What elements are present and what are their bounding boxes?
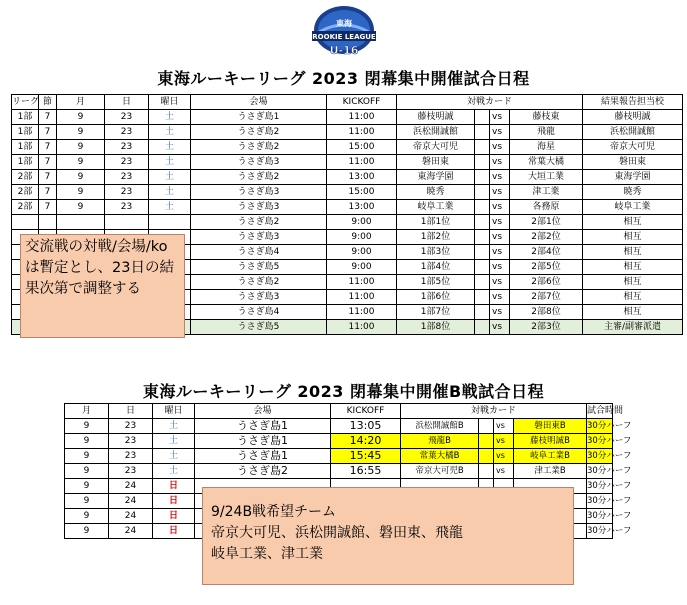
kickoff-cell: 13:00 — [327, 170, 397, 185]
spacer-cell — [479, 419, 494, 434]
venue-cell: うさぎ島2 — [191, 215, 327, 230]
league-cell: 2部 — [12, 200, 39, 215]
day-cell: 23 — [109, 464, 153, 479]
spacer-cell — [475, 320, 490, 335]
day-cell: 23 — [109, 419, 153, 434]
weekday-cell: 土 — [153, 419, 195, 434]
weekday-cell: 日 — [153, 524, 195, 539]
league-cell: 1部 — [12, 140, 39, 155]
match-time-cell: 30分ハーフ — [587, 524, 613, 539]
weekday-cell: 土 — [153, 434, 195, 449]
table-row — [12, 185, 683, 200]
table-row — [12, 155, 683, 170]
header-reporter: 結果報告担当校 — [583, 95, 683, 110]
day-cell: 23 — [109, 434, 153, 449]
vs-cell: vs — [490, 215, 510, 230]
month-cell: 9 — [57, 200, 105, 215]
note-line: 帝京大可児、浜松開誠館、磐田東、飛龍 — [211, 525, 463, 541]
header-month: 月 — [57, 95, 105, 110]
table-header-row — [12, 95, 683, 110]
table-row — [12, 125, 683, 140]
month-cell: 9 — [65, 524, 109, 539]
spacer-cell — [475, 155, 490, 170]
away-team-cell: 津工業 — [510, 185, 583, 200]
table-row — [12, 215, 683, 230]
reporter-cell: 相互 — [583, 290, 683, 305]
day-cell: 23 — [105, 170, 149, 185]
kickoff-cell: 9:00 — [327, 245, 397, 260]
kickoff-cell: 11:00 — [327, 155, 397, 170]
match-time-cell: 30分ハーフ — [587, 509, 613, 524]
venue-cell: うさぎ島2 — [191, 125, 327, 140]
header-day: 日 — [109, 404, 153, 419]
table-row — [65, 419, 613, 434]
away-team-cell: 2部2位 — [510, 230, 583, 245]
vs-cell: vs — [490, 260, 510, 275]
header-league: リーグ — [12, 95, 39, 110]
month-cell: 9 — [57, 110, 105, 125]
weekday-cell: 日 — [153, 494, 195, 509]
home-team-cell: 1部1位 — [397, 215, 475, 230]
weekday-cell: 日 — [153, 509, 195, 524]
kickoff-cell: 9:00 — [327, 215, 397, 230]
day-cell: 23 — [105, 125, 149, 140]
table-row — [12, 110, 683, 125]
away-team-cell: 2部1位 — [510, 215, 583, 230]
header-kickoff: KICKOFF — [331, 404, 401, 419]
venue-cell: うさぎ島1 — [195, 419, 331, 434]
match-time-cell: 30分ハーフ — [587, 479, 613, 494]
round-cell — [39, 215, 57, 230]
spacer-cell — [475, 260, 490, 275]
home-team-cell: 磐田東 — [397, 155, 475, 170]
vs-cell: vs — [494, 449, 514, 464]
spacer-cell — [475, 170, 490, 185]
home-team-cell: 1部4位 — [397, 260, 475, 275]
reporter-cell: 相互 — [583, 245, 683, 260]
svg-text:ROOKIE LEAGUE: ROOKIE LEAGUE — [312, 33, 376, 41]
venue-cell: うさぎ島2 — [191, 275, 327, 290]
venue-cell: うさぎ島3 — [191, 155, 327, 170]
away-team-cell: 2部7位 — [510, 290, 583, 305]
month-cell: 9 — [57, 125, 105, 140]
vs-cell: vs — [494, 419, 514, 434]
reporter-cell: 帝京大可児 — [583, 140, 683, 155]
venue-cell: うさぎ島5 — [191, 260, 327, 275]
kickoff-cell: 9:00 — [327, 260, 397, 275]
spacer-cell — [479, 434, 494, 449]
match-time-cell: 30分ハーフ — [587, 494, 613, 509]
kickoff-cell: 13:00 — [327, 200, 397, 215]
away-team-cell: 2部8位 — [510, 305, 583, 320]
spacer-cell — [475, 110, 490, 125]
day-cell — [105, 215, 149, 230]
day-cell: 24 — [109, 494, 153, 509]
kickoff-cell: 14:20 — [331, 434, 401, 449]
vs-cell: vs — [490, 125, 510, 140]
table-header-row — [65, 404, 613, 419]
kickoff-cell: 11:00 — [327, 110, 397, 125]
vs-cell: vs — [490, 170, 510, 185]
venue-cell: うさぎ島2 — [191, 170, 327, 185]
month-cell: 9 — [57, 140, 105, 155]
provisional-note: 交流戦の対戦/会場/koは暫定とし、23日の結果次第で調整する — [20, 234, 185, 338]
kickoff-cell: 15:00 — [327, 140, 397, 155]
weekday-cell: 土 — [149, 200, 191, 215]
weekday-cell: 土 — [153, 449, 195, 464]
home-team-cell: 1部6位 — [397, 290, 475, 305]
kickoff-cell: 16:55 — [331, 464, 401, 479]
spacer-cell — [475, 200, 490, 215]
header-month: 月 — [65, 404, 109, 419]
away-team-cell: 2部6位 — [510, 275, 583, 290]
day-cell: 23 — [109, 449, 153, 464]
league-cell: 1部 — [12, 110, 39, 125]
weekday-cell: 土 — [149, 185, 191, 200]
venue-cell: うさぎ島2 — [191, 140, 327, 155]
note-line: 9/24B戦希望チーム — [211, 504, 337, 520]
vs-cell: vs — [490, 290, 510, 305]
header-weekday: 曜日 — [149, 95, 191, 110]
day-cell: 23 — [105, 185, 149, 200]
kickoff-cell: 15:45 — [331, 449, 401, 464]
venue-cell: うさぎ島3 — [191, 230, 327, 245]
kickoff-cell: 11:00 — [327, 290, 397, 305]
weekday-cell — [149, 215, 191, 230]
spacer-cell — [475, 215, 490, 230]
away-team-cell: 海星 — [510, 140, 583, 155]
vs-cell: vs — [490, 110, 510, 125]
header-round: 節 — [39, 95, 57, 110]
month-cell: 9 — [57, 185, 105, 200]
round-cell: 7 — [39, 170, 57, 185]
b-schedule-title: 東海ルーキーリーグ 2023 閉幕集中開催B戦試合日程 — [142, 382, 545, 401]
vs-cell: vs — [490, 320, 510, 335]
vs-cell: vs — [490, 245, 510, 260]
league-cell: 2部 — [12, 185, 39, 200]
home-team-cell: 暁秀 — [397, 185, 475, 200]
vs-cell: vs — [490, 155, 510, 170]
away-team-cell: 津工業B — [514, 464, 587, 479]
month-cell: 9 — [65, 449, 109, 464]
league-cell: 2部 — [12, 170, 39, 185]
reporter-cell: 岐阜工業 — [583, 200, 683, 215]
spacer-cell — [475, 185, 490, 200]
weekday-cell: 土 — [149, 125, 191, 140]
home-team-cell: 飛龍B — [401, 434, 479, 449]
home-team-cell: 帝京大可児 — [397, 140, 475, 155]
spacer-cell — [475, 275, 490, 290]
day-cell: 24 — [109, 479, 153, 494]
vs-cell: vs — [494, 434, 514, 449]
reporter-cell: 浜松開誠館 — [583, 125, 683, 140]
vs-cell: vs — [490, 185, 510, 200]
round-cell: 7 — [39, 185, 57, 200]
away-team-cell: 磐田東B — [514, 419, 587, 434]
home-team-cell: 1部3位 — [397, 245, 475, 260]
month-cell: 9 — [65, 494, 109, 509]
kickoff-cell: 11:00 — [327, 125, 397, 140]
spacer-cell — [475, 230, 490, 245]
away-team-cell: 岐阜工業B — [514, 449, 587, 464]
rookie-league-logo — [302, 4, 386, 62]
venue-cell: うさぎ島4 — [191, 245, 327, 260]
month-cell: 9 — [57, 155, 105, 170]
reporter-cell: 藤枝明誠 — [583, 110, 683, 125]
kickoff-cell: 11:00 — [327, 275, 397, 290]
reporter-cell: 磐田東 — [583, 155, 683, 170]
table-row — [12, 170, 683, 185]
home-team-cell: 浜松開誠館 — [397, 125, 475, 140]
reporter-cell: 主審/副審派遣 — [583, 320, 683, 335]
kickoff-cell: 11:00 — [327, 305, 397, 320]
home-team-cell: 東海学園 — [397, 170, 475, 185]
kickoff-cell: 13:05 — [331, 419, 401, 434]
vs-cell: vs — [490, 275, 510, 290]
month-cell — [57, 215, 105, 230]
spacer-cell — [479, 464, 494, 479]
home-team-cell: 1部8位 — [397, 320, 475, 335]
home-team-cell: 1部2位 — [397, 230, 475, 245]
away-team-cell: 2部4位 — [510, 245, 583, 260]
weekday-cell: 日 — [153, 479, 195, 494]
day-cell: 23 — [105, 155, 149, 170]
header-venue: 会場 — [195, 404, 331, 419]
league-cell: 1部 — [12, 155, 39, 170]
spacer-cell — [479, 449, 494, 464]
month-cell: 9 — [57, 170, 105, 185]
weekday-cell: 土 — [149, 110, 191, 125]
header-day: 日 — [105, 95, 149, 110]
home-team-cell: 常葉大橘B — [401, 449, 479, 464]
day-cell: 23 — [105, 140, 149, 155]
league-cell: 1部 — [12, 125, 39, 140]
home-team-cell: 1部5位 — [397, 275, 475, 290]
month-cell: 9 — [65, 509, 109, 524]
round-cell: 7 — [39, 140, 57, 155]
venue-cell: うさぎ島3 — [191, 185, 327, 200]
match-time-cell: 30分ハーフ — [587, 449, 613, 464]
venue-cell: うさぎ島2 — [195, 464, 331, 479]
weekday-cell: 土 — [149, 155, 191, 170]
reporter-cell: 東海学園 — [583, 170, 683, 185]
reporter-cell: 暁秀 — [583, 185, 683, 200]
away-team-cell: 2部3位 — [510, 320, 583, 335]
header-kickoff: KICKOFF — [327, 95, 397, 110]
header-matchup: 対戦カード — [397, 95, 583, 110]
spacer-cell — [475, 245, 490, 260]
spacer-cell — [475, 305, 490, 320]
table-row — [12, 200, 683, 215]
reporter-cell: 相互 — [583, 305, 683, 320]
home-team-cell: 岐阜工業 — [397, 200, 475, 215]
weekday-cell: 土 — [153, 464, 195, 479]
vs-cell: vs — [490, 305, 510, 320]
vs-cell: vs — [490, 200, 510, 215]
spacer-cell — [475, 290, 490, 305]
table-row — [65, 464, 613, 479]
day-cell: 24 — [109, 524, 153, 539]
home-team-cell: 浜松開誠館B — [401, 419, 479, 434]
day-cell: 23 — [105, 110, 149, 125]
league-cell — [12, 215, 39, 230]
venue-cell: うさぎ島5 — [191, 320, 327, 335]
table-row — [12, 140, 683, 155]
venue-cell: うさぎ島4 — [191, 305, 327, 320]
home-team-cell: 1部7位 — [397, 305, 475, 320]
spacer-cell — [475, 140, 490, 155]
svg-text:U-16: U-16 — [329, 44, 359, 57]
month-cell: 9 — [65, 479, 109, 494]
away-team-cell: 飛龍 — [510, 125, 583, 140]
match-time-cell: 30分ハーフ — [587, 464, 613, 479]
table-row — [65, 449, 613, 464]
kickoff-cell: 11:00 — [327, 320, 397, 335]
month-cell: 9 — [65, 464, 109, 479]
away-team-cell: 藤枝東 — [510, 110, 583, 125]
away-team-cell: 藤枝明誠B — [514, 434, 587, 449]
weekday-cell: 土 — [149, 140, 191, 155]
round-cell: 7 — [39, 200, 57, 215]
header-match-time: 試合時間 — [587, 404, 613, 419]
away-team-cell: 各務原 — [510, 200, 583, 215]
reporter-cell: 相互 — [583, 215, 683, 230]
header-venue: 会場 — [191, 95, 327, 110]
b-team-request-note — [202, 487, 574, 585]
venue-cell: うさぎ島1 — [195, 449, 331, 464]
home-team-cell: 帝京大可児B — [401, 464, 479, 479]
spacer-cell — [475, 125, 490, 140]
day-cell: 24 — [109, 509, 153, 524]
reporter-cell: 相互 — [583, 260, 683, 275]
kickoff-cell: 15:00 — [327, 185, 397, 200]
away-team-cell: 常葉大橘 — [510, 155, 583, 170]
venue-cell: うさぎ島1 — [195, 434, 331, 449]
svg-text:東海: 東海 — [336, 19, 352, 28]
venue-cell: うさぎ島3 — [191, 200, 327, 215]
header-weekday: 曜日 — [153, 404, 195, 419]
day-cell: 23 — [105, 200, 149, 215]
reporter-cell: 相互 — [583, 275, 683, 290]
reporter-cell: 相互 — [583, 230, 683, 245]
vs-cell: vs — [490, 140, 510, 155]
away-team-cell: 大垣工業 — [510, 170, 583, 185]
match-time-cell: 30分ハーフ — [587, 434, 613, 449]
home-team-cell: 藤枝明誠 — [397, 110, 475, 125]
weekday-cell: 土 — [149, 170, 191, 185]
month-cell: 9 — [65, 419, 109, 434]
venue-cell: うさぎ島3 — [191, 290, 327, 305]
month-cell: 9 — [65, 434, 109, 449]
away-team-cell: 2部5位 — [510, 260, 583, 275]
vs-cell: vs — [494, 464, 514, 479]
header-matchup: 対戦カード — [401, 404, 587, 419]
round-cell: 7 — [39, 125, 57, 140]
vs-cell: vs — [490, 230, 510, 245]
kickoff-cell: 9:00 — [327, 230, 397, 245]
round-cell: 7 — [39, 155, 57, 170]
schedule-title: 東海ルーキーリーグ 2023 閉幕集中開催試合日程 — [157, 69, 530, 88]
note-line: 岐阜工業、津工業 — [211, 546, 323, 562]
round-cell: 7 — [39, 110, 57, 125]
match-time-cell: 30分ハーフ — [587, 419, 613, 434]
table-row — [65, 434, 613, 449]
venue-cell: うさぎ島1 — [191, 110, 327, 125]
